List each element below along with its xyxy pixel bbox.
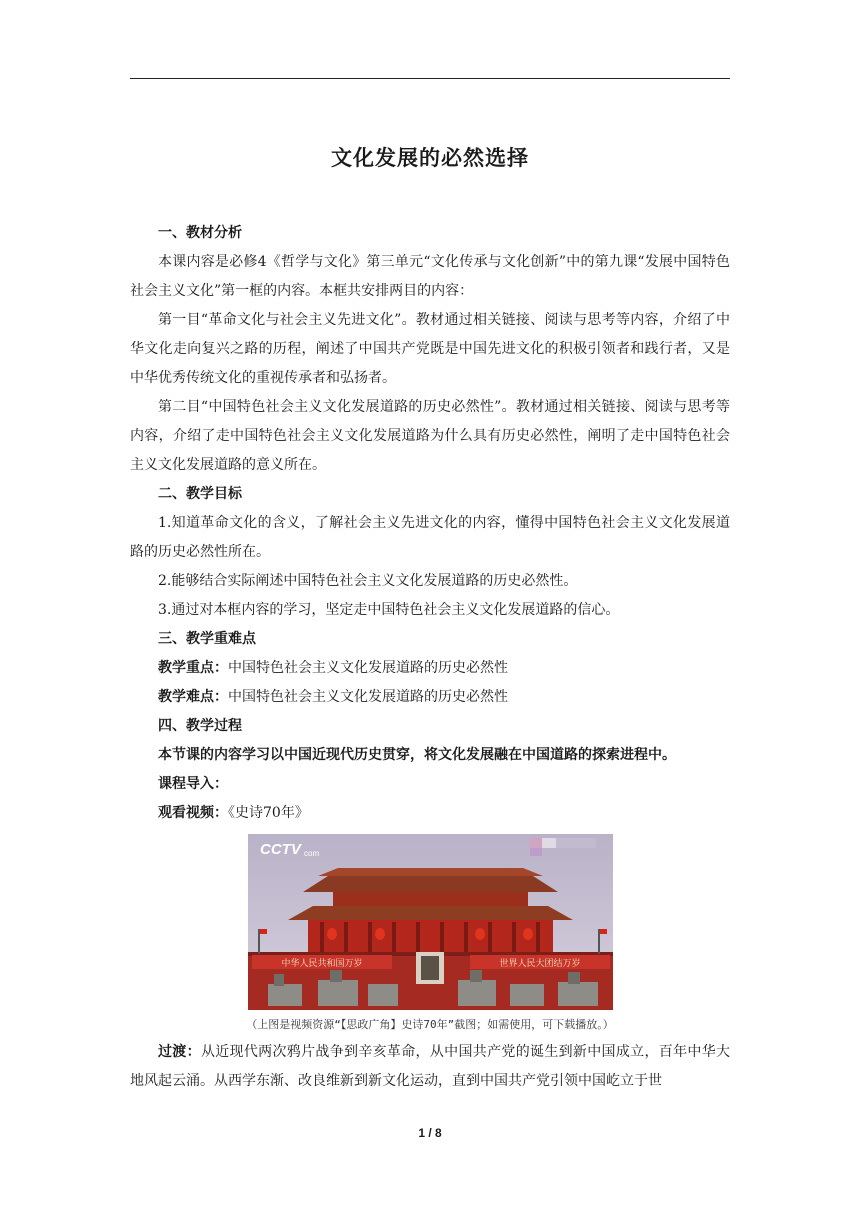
difficulty-line [130,683,730,712]
transition-label: 过渡： [158,1044,201,1060]
video-title: 《史诗70年》 [228,805,309,821]
video-screenshot-image [248,834,613,1010]
video-label: 观看视频： [158,805,228,821]
banner-left-text: 中华人民共和国万岁 [280,959,363,969]
section-heading-process: 四、教学过程 [158,718,242,734]
difficulty-text: 中国特色社会主义文化发展道路的历史必然性 [228,689,508,705]
goal-item-1: 1.知道革命文化的含义，了解社会主义先进文化的内容，懂得中国特色社会主义文化发展道路的历史必然性所在。 [130,515,730,560]
section-heading-analysis: 一、教材分析 [158,225,242,241]
section-heading-key-points: 三、教学重难点 [158,631,256,647]
section-heading-goals: 二、教学目标 [158,486,242,502]
paragraph-first-item: 第一目“革命文化与社会主义先进文化”。教材通过相关链接、阅读与思考等内容，介绍了中华文化走向复兴之路的历程，阐述了中国共产党既是中国先进文化的积极引领者和践行者，又是中华优秀传统文化的重视传承者和弘扬者。 [130,312,730,386]
transition-paragraph [130,1038,730,1096]
process-lead: 本节课的内容学习以中国近现代历史贯穿，将文化发展融在中国道路的探索进程中。 [158,747,676,763]
banner-right-text: 世界人民大团结万岁 [498,959,581,969]
key-point-text: 中国特色社会主义文化发展道路的历史必然性 [228,660,508,676]
video-line [130,799,730,828]
header-rule [130,78,730,79]
cctv-logo-sub: com [303,849,319,858]
paragraph-second-item: 第二目“中国特色社会主义文化发展道路的历史必然性”。教材通过相关链接、阅读与思考等内容，介绍了走中国特色社会主义文化发展道路为什么具有历史必然性，阐明了走中国特色社会主义文化发展道路的意义所在。 [130,399,730,473]
key-point-line [130,654,730,683]
key-point-label: 教学重点： [158,660,228,676]
cctv-logo: CCTV [259,841,301,858]
page-number: 1 / 8 [418,1126,442,1140]
paragraph-overview: 本课内容是必修4《哲学与文化》第三单元“文化传承与文化创新”中的第九课“发展中国特色社会主义文化”第一框的内容。本框共安排两目的内容： [130,254,730,299]
document-title: 文化发展的必然选择 [331,145,529,170]
goal-item-2: 2.能够结合实际阐述中国特色社会主义文化发展道路的历史必然性。 [158,573,578,589]
goal-item-3: 3.通过对本框内容的学习，坚定走中国特色社会主义文化发展道路的信心。 [158,602,620,618]
transition-text: 从近现代两次鸦片战争到辛亥革命，从中国共产党的诞生到新中国成立，百年中华大地风起云涌。从西学东渐、改良维新到新文化运动，直到中国共产党引领中国屹立于世 [130,1044,731,1089]
difficulty-label: 教学难点： [158,689,228,705]
document-body [130,219,730,1096]
course-intro-label: 课程导入： [158,776,228,792]
figure-caption: （上图是视频资源“【思政广角】史诗70年”截图；如需使用，可下载播放。） [246,1018,614,1031]
